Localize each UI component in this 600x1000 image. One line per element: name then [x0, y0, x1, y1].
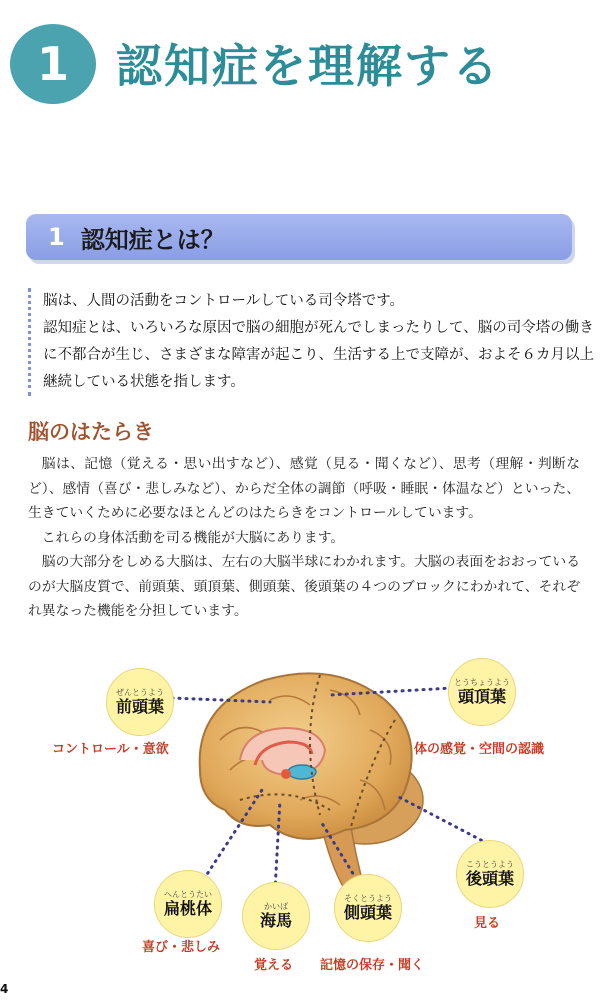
parietal-lobe-label	[448, 658, 516, 726]
hippocampus-label	[242, 882, 310, 950]
chapter-number-badge	[10, 24, 96, 104]
amygdala-function: 喜び・悲しみ	[142, 940, 221, 955]
body-paragraph-3: 脳の大部分をしめる大脳は、左右の大脳半球にわかれます。大脳の表面をおおっているのが大脳皮質で、前頭葉、頭頂葉、側頭葉、後頭葉の４つのブロックにわかれて、それぞれ異なった機能を分担しています。	[28, 554, 580, 619]
body-paragraph-2: これらの身体活動を司る機能が大脳にあります。	[41, 529, 345, 546]
amygdala-ruby: へんとうたい	[164, 889, 212, 899]
temporal-ruby: そくとうよう	[344, 893, 392, 903]
occipital-ruby: こうとうよう	[466, 859, 514, 869]
intro-block	[28, 288, 599, 396]
hippocampus-ruby: かいば	[264, 901, 288, 911]
hippocampus-function: 覚える	[254, 958, 294, 973]
section-number: 1	[48, 223, 65, 251]
section-header-bar	[26, 214, 572, 260]
section-title: 認知症とは？	[80, 225, 225, 254]
occipital-function: 見る	[474, 916, 501, 931]
page-number: 4	[0, 982, 9, 996]
intro-line-1: 脳は、人間の活動をコントロールしている司令塔です。	[43, 293, 405, 309]
frontal-function: コントロール・意欲	[52, 742, 169, 757]
occipital-name: 後頭葉	[465, 868, 514, 888]
parietal-name: 頭頂葉	[457, 686, 506, 706]
hippocampus-name: 海馬	[259, 910, 292, 930]
chapter-title: 認知症を理解する	[116, 39, 500, 93]
parietal-ruby: とうちょうよう	[454, 677, 510, 687]
temporal-name: 側頭葉	[343, 902, 392, 922]
frontal-name: 前頭葉	[115, 696, 164, 716]
body-paragraph-1: 脳は、記憶（覚える・思い出すなど）、感覚（見る・聞くなど）、思考（理解・判断など）、感情（喜び・悲しみなど）、からだ全体の調節（呼吸・睡眠・体温など）といった、生きていくために必要なほとんどのはたらきをコントロールしています。	[28, 456, 580, 521]
frontal-ruby: ぜんとうよう	[116, 687, 164, 697]
chapter-number: 1	[36, 37, 69, 91]
temporal-function: 記憶の保存・聞く	[320, 958, 425, 973]
brain-diagram	[0, 650, 600, 980]
brain-function-body	[28, 452, 580, 624]
brain-function-heading: 脳のはたらき	[28, 420, 154, 444]
frontal-lobe-label	[106, 668, 174, 736]
parietal-function: 体の感覚・空間の認識	[414, 742, 545, 757]
amygdala-marker	[281, 769, 291, 779]
amygdala-name: 扁桃体	[163, 898, 212, 918]
amygdala-label	[154, 870, 222, 938]
temporal-lobe-label	[334, 874, 402, 942]
intro-line-2: 認知症とは、いろいろな原因で脳の細胞が死んでしまったりして、脳の司令塔の働きに不都合が生じ、さまざまな障害が起こり、生活する上で支障が、およそ６カ月以上継続している状態を指します。	[43, 320, 594, 390]
occipital-lobe-label	[456, 840, 524, 908]
